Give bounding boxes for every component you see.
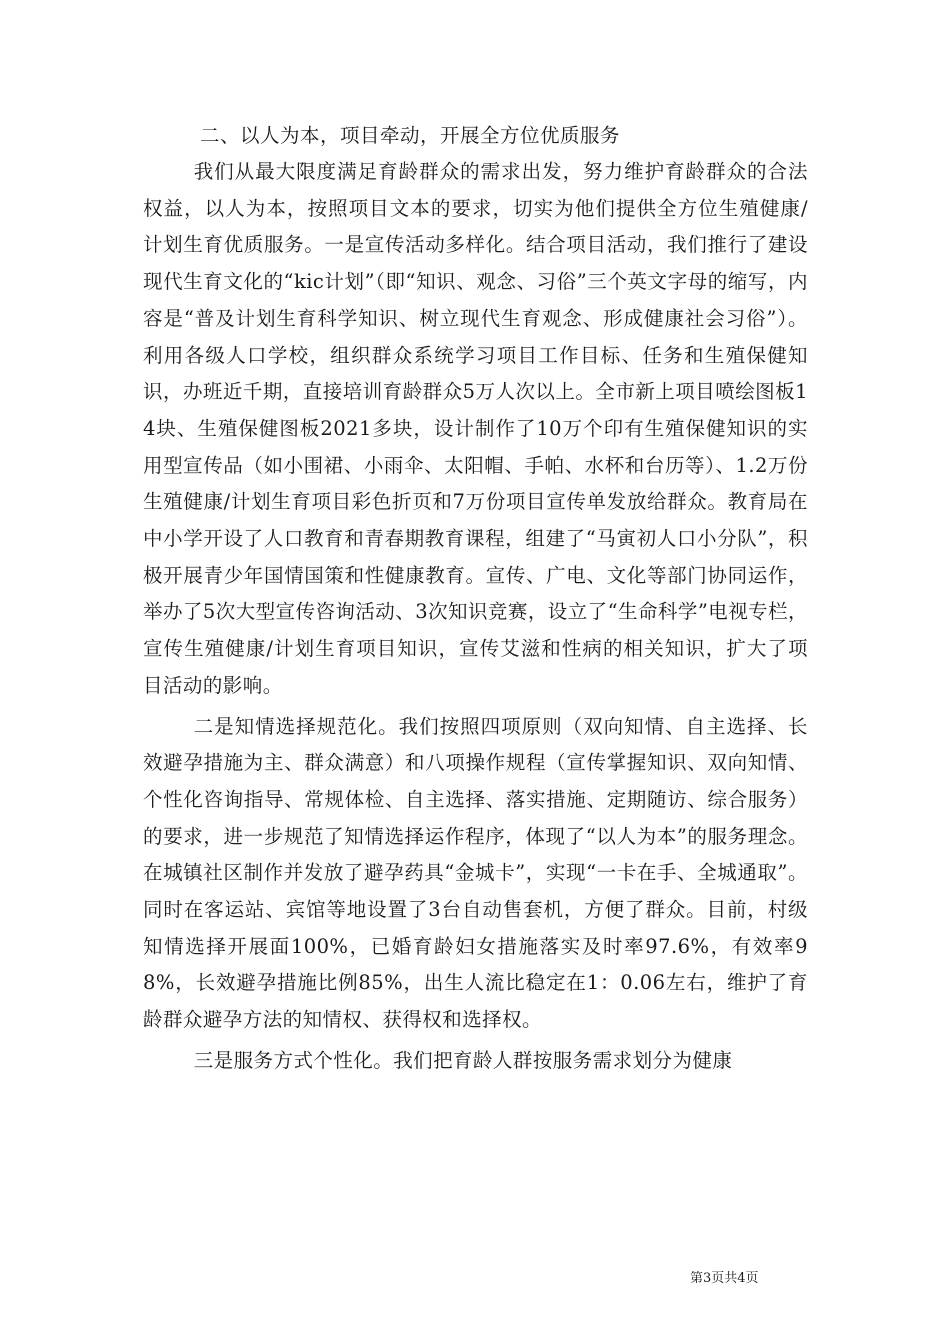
page-number: 第3页共4页 <box>690 1271 759 1286</box>
document-body <box>143 118 808 1080</box>
section-heading: 二、以人为本，项目牵动，开展全方位优质服务 <box>200 124 621 147</box>
paragraph-service-mode: 三是服务方式个性化。我们把育龄人群按服务需求划分为健康 <box>193 1048 733 1072</box>
paragraph-publicity: 我们从最大限度满足育龄群众的需求出发，努力维护育龄群众的合法权益，以人为本，按照项目文本的要求，切实为他们提供全方位生殖健康/计划生育优质服务。一是宣传活动多样化。结合项目活动，我们推行了建设现代生育文化的“kic计划”（即“知识、观念、习俗”三个英文字母的缩写，内容是“普及计划生育科学知识、树立现代生育观念、形成健康社会习俗”）。利用各级人口学校，组织群众系统学习项目工作目标、任务和生殖保健知识，办班近千期，直接培训育龄群众5万人次以上。全市新上项目喷绘图板14块、生殖保健图板2021多块，设计制作了10万个印有生殖保健知识的实用型宣传品（如小围裙、小雨伞、太阳帽、手帕、水杯和台历等）、1.2万份生殖健康/计划生育项目彩色折页和7万份项目宣传单发放给群众。教育局在中小学开设了人口教育和青春期教育课程，组建了“马寅初人口小分队”，积极开展青少年国情国策和性健康教育。宣传、广电、文化等部门协同运作，举办了5次大型宣传咨询活动、3次知识竞赛，设立了“生命科学”电视专栏，宣传生殖健康/计划生育项目知识，宣传艾滋和性病的相关知识，扩大了项目活动的影响。 <box>143 160 809 697</box>
paragraph-informed-choice: 二是知情选择规范化。我们按照四项原则（双向知情、自主选择、长效避孕措施为主、群众满意）和八项操作规程（宣传掌握知识、双向知情、个性化咨询指导、常规体检、自主选择、落实措施、定期随访、综合服务）的要求，进一步规范了知情选择运作程序，体现了“以人为本”的服务理念。在城镇社区制作并发放了避孕药具“金城卡”，实现“一卡在手、全城通取”。同时在客运站、宾馆等地设置了3台自动售套机，方便了群众。目前，村级知情选择开展面100%，已婚育龄妇女措施落实及时率97.6%，有效率98%，长效避孕措施比例85%，出生人流比稳定在1：0.06左右，维护了育龄群众避孕方法的知情权、获得权和选择权。 <box>143 714 808 1032</box>
